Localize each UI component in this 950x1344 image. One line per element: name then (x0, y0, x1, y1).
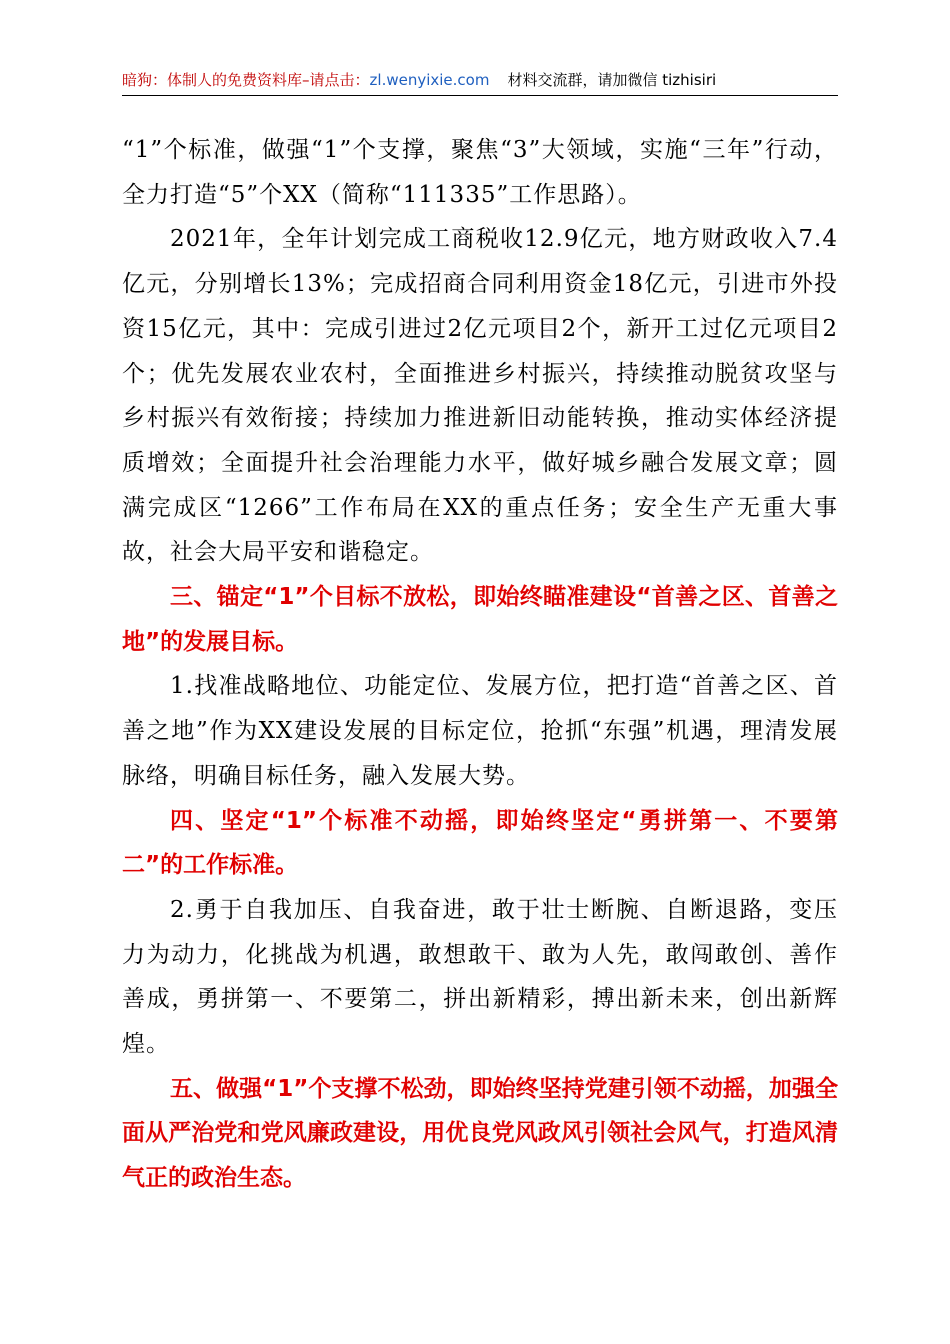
header-divider (122, 95, 838, 96)
section-heading-3: 三、锚定“1”个目标不放松，即始终瞄准建设“首善之区、首善之地”的发展目标。 (122, 584, 838, 655)
document-body (122, 128, 838, 1201)
paragraph-item-2: 2.勇于自我加压、自我奋进，敢于壮士断腕、自断退路，变压力为动力，化挑战为机遇，敢想敢干、敢为人先，敢闯敢创、善作善成，勇拼第一、不要第二，拼出新精彩，搏出新未来，创出新辉煌。 (122, 896, 838, 1058)
header-prompt: –请点击： (302, 71, 370, 89)
header-contact: 材料交流群，请加微信 tizhisiri (507, 71, 717, 89)
header-brand: 暗狗：体制人的免费资料库 (122, 71, 303, 89)
section-heading-5: 五、做强“1”个支撑不松劲，即始终坚持党建引领不动摇，加强全面从严治党和党风廉政建设，用优良党风政风引领社会风气，打造风清气正的政治生态。 (122, 1075, 838, 1192)
paragraph-continuation: “1”个标准，做强“1”个支撑，聚焦“3”大领域，实施“三年”行动，全力打造“5”个XX（简称“111335”工作思路）。 (122, 137, 838, 208)
paragraph-2021-targets: 2021年，全年计划完成工商税收12.9亿元，地方财政收入7.4亿元，分别增长13%；完成招商合同利用资金18亿元，引进市外投资15亿元，其中：完成引进过2亿元项目2个，新开工过亿元项目2个；优先发展农业农村，全面推进乡村振兴，持续推动脱贫攻坚与乡村振兴有效衔接；持续加力推进新旧动能转换，推动实体经济提质增效；全面提升社会治理能力水平，做好城乡融合发展文章；圆满完成区“1266”工作布局在XX的重点任务；安全生产无重大事故，社会大局平安和谐稳定。 (122, 226, 838, 566)
paragraph-item-1: 1.找准战略地位、功能定位、发展方位，把打造“首善之区、首善之地”作为XX建设发展的目标定位，抢抓“东强”机遇，理清发展脉络，明确目标任务，融入发展大势。 (122, 673, 838, 789)
header-url-link[interactable]: zl.wenyixie.com (369, 71, 490, 89)
section-heading-4: 四、坚定“1”个标准不动摇，即始终坚定“勇拼第一、不要第二”的工作标准。 (122, 807, 838, 879)
page-header (122, 68, 838, 92)
